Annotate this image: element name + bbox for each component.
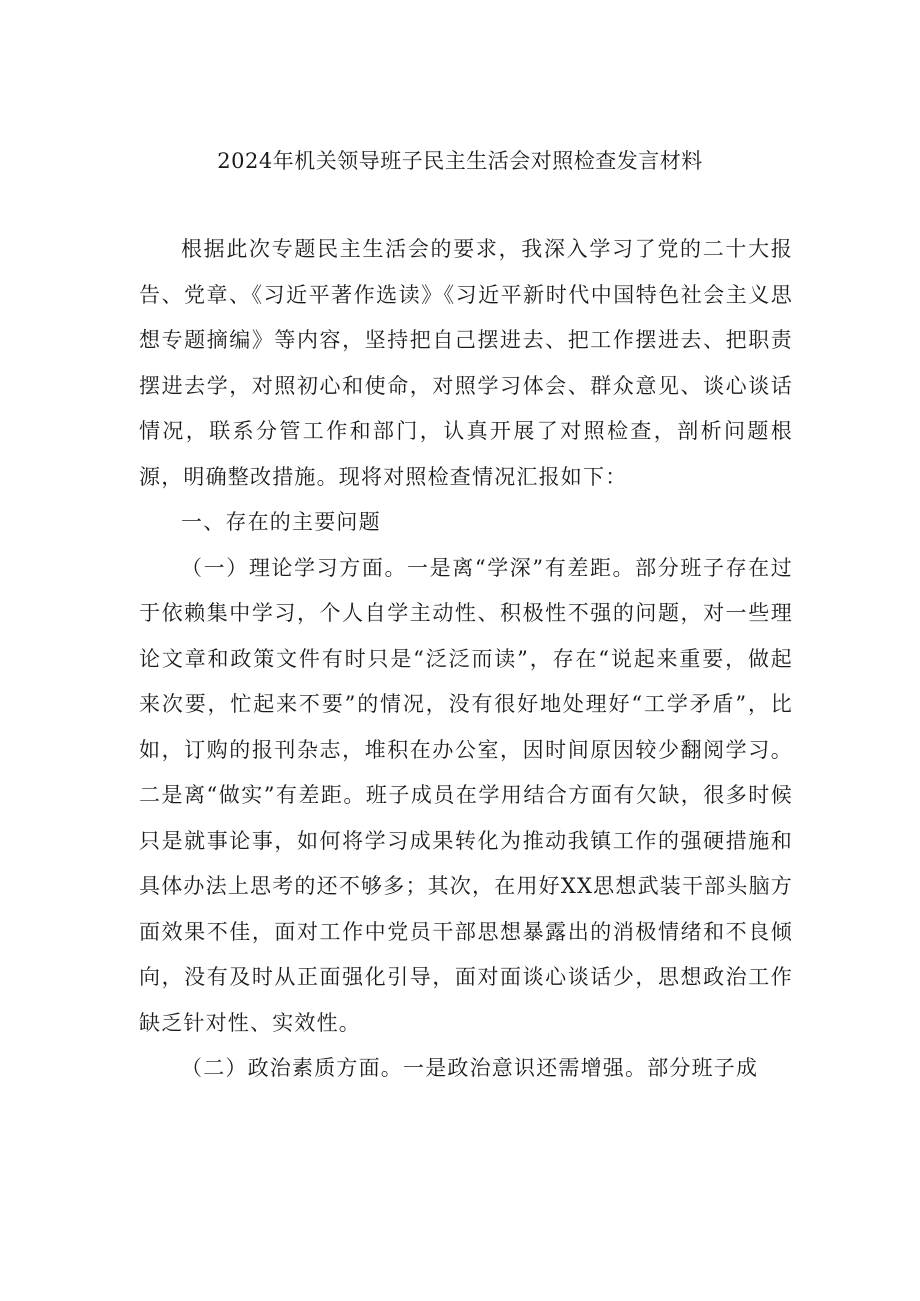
section-heading-main-problems: 一、存在的主要问题: [181, 510, 381, 534]
paragraph-intro: 根据此次专题民主生活会的要求，我深入学习了党的二十大报告、党章、《习近平著作选读》《习近平新时代中国特色社会主义思想专题摘编》等内容，坚持把自己摆进去、把工作摆进去、把职责摆进去学，对照初心和使命，对照学习体会、群众意见、谈心谈话情况，联系分管工作和部门，认真开展了对照检查，剖析问题根源，明确整改措施。现将对照检查情况汇报如下：: [139, 237, 793, 489]
document-title: 2024年机关领导班子民主生活会对照检查发言材料: [217, 149, 703, 173]
document-body: [139, 227, 793, 1092]
paragraph-theory-study: （一）理论学习方面。一是离“学深”有差距。部分班子存在过于依赖集中学习，个人自学主动性、积极性不强的问题，对一些理论文章和政策文件有时只是“泛泛而读”，存在“说起来重要，做起来次要，忙起来不要”的情况，没有很好地处理好“工学矛盾”，比如，订购的报刊杂志，堆积在办公室，因时间原因较少翻阅学习。二是离“做实”有差距。班子成员在学用结合方面有欠缺，很多时候只是就事论事，如何将学习成果转化为推动我镇工作的强硬措施和具体办法上思考的还不够多；其次，在用好XX思想武装干部头脑方面效果不佳，面对工作中党员干部思想暴露出的消极情绪和不良倾向，没有及时从正面强化引导，面对面谈心谈话少，思想政治工作缺乏针对性、实效性。: [139, 555, 793, 1035]
paragraph-political-quality: （二）政治素质方面。一是政治意识还需增强。部分班子成: [181, 1056, 759, 1080]
